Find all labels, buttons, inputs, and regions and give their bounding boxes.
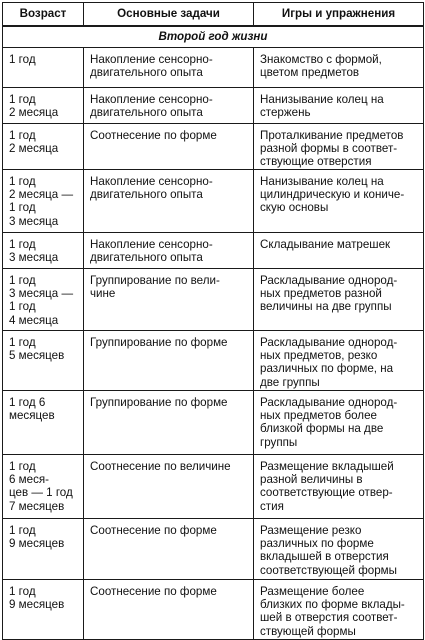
task-text: Соотнесение по форме — [90, 129, 217, 142]
table-header-row — [3, 3, 424, 26]
column-header-tasks: Основные задачи — [84, 3, 254, 26]
column-header-games: Игры и упражнения — [254, 3, 424, 26]
age-text: 1 год 9 месяцев — [9, 585, 65, 612]
table-row — [3, 455, 424, 519]
task-cell — [84, 580, 254, 640]
task-cell — [84, 519, 254, 580]
table-row — [3, 331, 424, 391]
table-header — [3, 3, 424, 26]
age-cell — [3, 233, 84, 269]
age-text: 1 год 9 месяцев — [9, 524, 65, 551]
table-row — [3, 124, 424, 170]
games-cell — [254, 455, 424, 519]
task-cell — [84, 455, 254, 519]
table-row — [3, 519, 424, 580]
games-text: Раскладывание однород- ных предметов более близкой формы на две группы — [260, 396, 398, 449]
games-text: Раскладывание однород- ных предметов разной величины на две группы — [260, 274, 398, 314]
age-text: 1 год 2 месяца — [9, 93, 59, 120]
age-cell — [3, 331, 84, 391]
table-row — [3, 88, 424, 124]
games-text: Раскладывание однород- ных предметов, резко различных по форме, на две группы — [260, 336, 398, 389]
task-cell — [84, 48, 254, 88]
table-row — [3, 233, 424, 269]
games-cell — [254, 519, 424, 580]
age-cell — [3, 48, 84, 88]
column-header-age: Возраст — [3, 3, 84, 26]
age-text: 1 год 3 месяца — 1 год 4 месяца — [9, 274, 74, 327]
age-cell — [3, 124, 84, 170]
task-cell — [84, 88, 254, 124]
age-text: 1 год 6 меся- цев — 1 год 7 месяцев — [9, 460, 73, 513]
task-cell — [84, 170, 254, 233]
age-cell — [3, 519, 84, 580]
section-row — [3, 26, 424, 48]
age-text: 1 год 6 месяцев — [9, 396, 55, 423]
age-text: 1 год 5 месяцев — [9, 336, 65, 363]
section-title: Второй год жизни — [3, 26, 424, 48]
age-text: 1 год 2 месяца — 1 год 3 месяца — [9, 175, 74, 228]
age-text: 1 год 3 месяца — [9, 238, 59, 265]
task-text: Накопление сенсорно- двигательного опыта — [90, 93, 213, 120]
age-cell — [3, 580, 84, 640]
games-text: Размещение более близких по форме вклады- шей в отверстия соответ- ствующей формы — [260, 585, 405, 638]
table-body — [3, 26, 424, 640]
games-cell — [254, 269, 424, 331]
task-text: Группирование по форме — [90, 396, 228, 409]
games-text: Размещение резко различных по форме вкладышей в отверстия соответствующей формы — [260, 524, 397, 577]
table-row — [3, 391, 424, 455]
task-text: Группирование по форме — [90, 336, 228, 349]
games-cell — [254, 88, 424, 124]
games-cell — [254, 48, 424, 88]
table-row — [3, 269, 424, 331]
task-text: Соотнесение по форме — [90, 524, 217, 537]
table-row — [3, 170, 424, 233]
task-cell — [84, 124, 254, 170]
games-text: Нанизывание колец на стержень — [260, 93, 384, 120]
table-row — [3, 580, 424, 640]
table-row — [3, 48, 424, 88]
task-cell — [84, 331, 254, 391]
sensory-development-table — [2, 2, 424, 640]
age-text: 1 год — [9, 53, 36, 66]
task-cell — [84, 269, 254, 331]
games-text: Знакомство с формой, цветом предметов — [260, 53, 382, 80]
games-cell — [254, 331, 424, 391]
task-cell — [84, 391, 254, 455]
games-cell — [254, 391, 424, 455]
games-text: Складывание матрешек — [260, 238, 391, 251]
games-cell — [254, 124, 424, 170]
task-text: Группирование по вели- чине — [90, 274, 220, 301]
task-text: Накопление сенсорно- двигательного опыта — [90, 238, 213, 265]
games-text: Нанизывание колец на цилиндрическую и кониче- скую основы — [260, 175, 405, 215]
task-text: Накопление сенсорно- двигательного опыта — [90, 175, 213, 202]
games-cell — [254, 580, 424, 640]
task-text: Накопление сенсорно- двигательного опыта — [90, 53, 213, 80]
games-text: Размещение вкладышей разной величины в соответствующие отвер- стия — [260, 460, 394, 513]
age-cell — [3, 88, 84, 124]
age-text: 1 год 2 месяца — [9, 129, 59, 156]
games-text: Проталкивание предметов разной формы в соответ- ствующие отверстия — [260, 129, 404, 169]
games-cell — [254, 170, 424, 233]
games-cell — [254, 233, 424, 269]
task-cell — [84, 233, 254, 269]
task-text: Соотнесение по величине — [90, 460, 231, 473]
age-cell — [3, 455, 84, 519]
task-text: Соотнесение по форме — [90, 585, 217, 598]
age-cell — [3, 170, 84, 233]
age-cell — [3, 391, 84, 455]
age-cell — [3, 269, 84, 331]
